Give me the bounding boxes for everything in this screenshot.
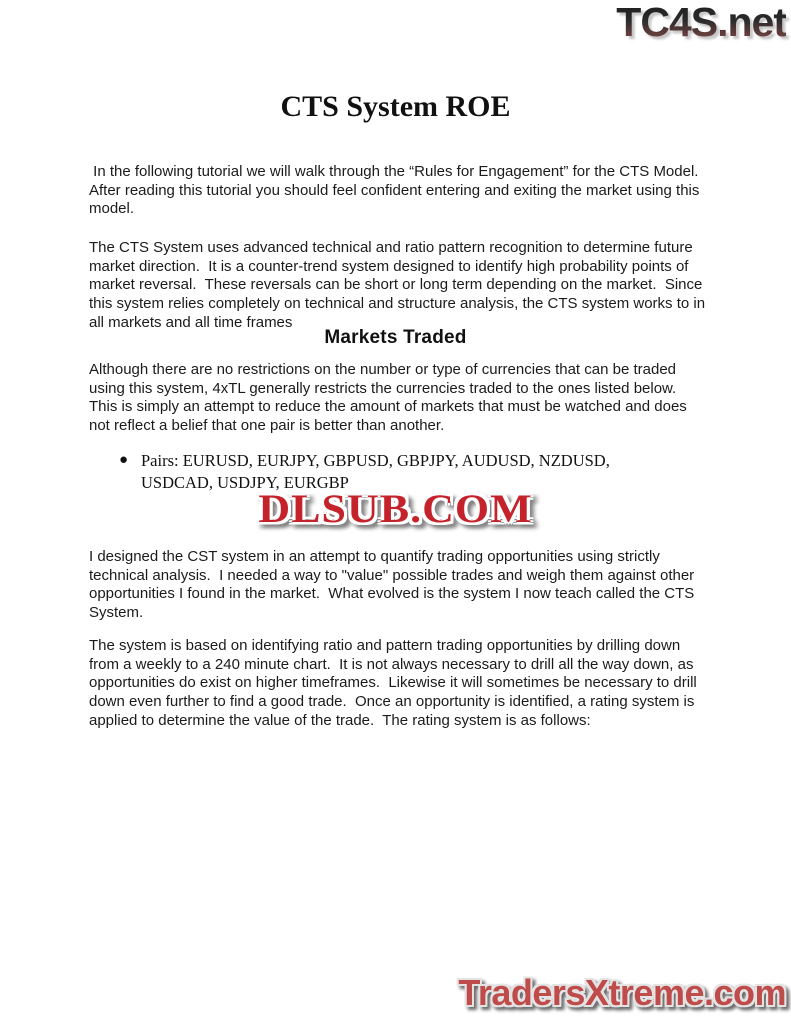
dlsub-com-watermark: DLSUB.COM <box>258 485 533 532</box>
paragraph-system-overview: The CTS System uses advanced technical and ratio pattern recognition to determine future market direction. It is a counter-trend system designed to identify high probability points of market reversal. These reversals can be short or long term depending on the market. Since this system relies completely on technical and structure analysis, the CTS system works to in all markets and all time frames <box>89 239 710 331</box>
dlsub-watermark-wrap <box>0 483 791 534</box>
bullet-marker-icon: ● <box>119 452 129 468</box>
page-title: CTS System ROE <box>280 90 511 123</box>
tradersxtreme-com-logo: TradersXtreme.com <box>458 972 786 1013</box>
paragraph-rating-intro: The system is based on identifying ratio and pattern trading opportunities by drilling down from a weekly to a 240 minute chart. It is not always necessary to drill all the way down, as opportunities do exist on higher timeframes. Likewise it will sometimes be necessary to drill down even further to find a good trade. Once an opportunity is identified, a rating system is applied to determine the value of the trade. The rating system is as follows: <box>89 637 701 729</box>
paragraph-design: I designed the CST system in an attempt to quantify trading opportunities using strictly technical analysis. I needed a way to "value" possible trades and weigh them against other opportunities I found in the market. What evolved is the system I now teach called the CTS System. <box>89 548 699 622</box>
section-heading-markets-traded: Markets Traded <box>324 327 467 348</box>
tc4s-net-logo: TC4S.net <box>616 0 786 45</box>
paragraph-intro: In the following tutorial we will walk through the “Rules for Engagement” for the CTS Model. After reading this tutorial you should feel confident entering and exiting the market using this model. <box>89 163 704 218</box>
paragraph-restrictions: Although there are no restrictions on the number or type of currencies that can be traded using this system, 4xTL generally restricts the currencies traded to the ones listed below. This is simply an attempt to reduce the amount of markets that must be watched and does not reflect a belief that one pair is better than another. <box>89 361 691 435</box>
pairs-text: Pairs: EURUSD, EURJPY, GBPUSD, GBPJPY, AUDUSD, NZDUSD, USDCAD, USDJPY, EURGBP <box>141 451 610 492</box>
